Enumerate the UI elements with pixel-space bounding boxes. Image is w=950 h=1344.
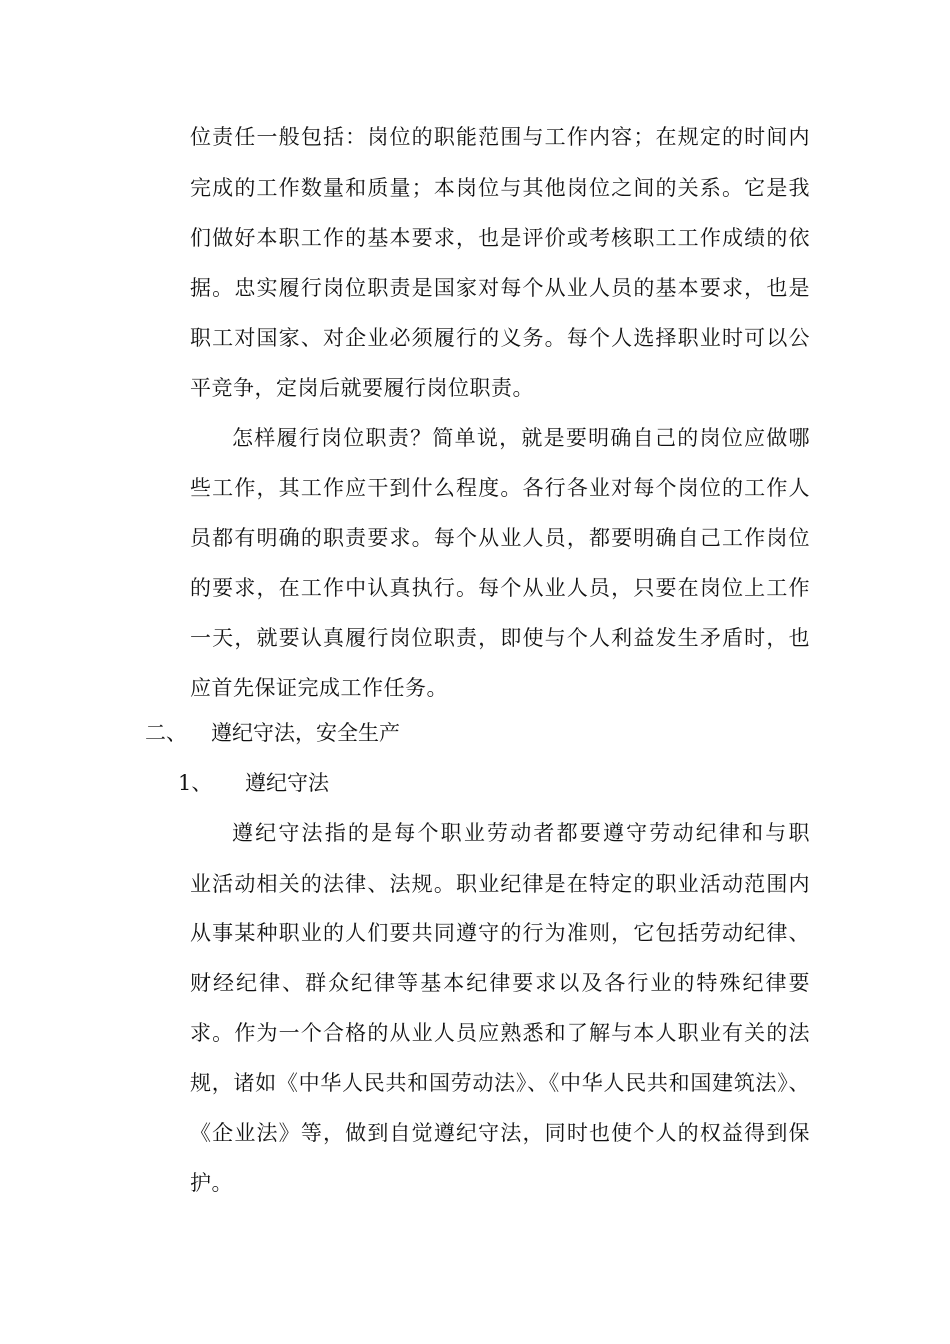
paragraph-3-line: 遵纪守法指的是每个职业劳动者都要遵守劳动纪律和与职 <box>232 821 810 845</box>
paragraph-1-line: 们做好本职工作的基本要求，也是评价或考核职工工作成绩的依 <box>190 226 810 250</box>
paragraph-1-line: 完成的工作数量和质量；本岗位与其他岗位之间的关系。它是我 <box>190 176 810 200</box>
paragraph-2-line: 些工作，其工作应干到什么程度。各行各业对每个岗位的工作人 <box>190 476 810 500</box>
paragraph-3-line: 财经纪律、群众纪律等基本纪律要求以及各行业的特殊纪律要 <box>190 971 810 995</box>
section-2-title: 遵纪守法，安全生产 <box>211 721 400 745</box>
subsection-1-number: 1、 <box>178 771 213 795</box>
paragraph-2-line: 怎样履行岗位职责？简单说，就是要明确自己的岗位应做哪 <box>232 426 810 450</box>
subsection-1-title: 遵纪守法 <box>245 771 329 795</box>
paragraph-3-line: 求。作为一个合格的从业人员应熟悉和了解与本人职业有关的法 <box>190 1021 810 1045</box>
paragraph-2-line: 应首先保证完成工作任务。 <box>190 676 448 700</box>
paragraph-3-line: 从事某种职业的人们要共同遵守的行为准则，它包括劳动纪律、 <box>190 921 810 945</box>
paragraph-3-line: 护。 <box>190 1171 233 1195</box>
paragraph-1-line: 据。忠实履行岗位职责是国家对每个从业人员的基本要求，也是 <box>190 276 810 300</box>
paragraph-1-line: 位责任一般包括：岗位的职能范围与工作内容；在规定的时间内 <box>190 125 810 149</box>
paragraph-3-line: 《企业法》等，做到自觉遵纪守法，同时也使个人的权益得到保 <box>190 1121 810 1145</box>
paragraph-3-line: 业活动相关的法律、法规。职业纪律是在特定的职业活动范围内 <box>190 872 810 896</box>
paragraph-3-line: 规，诸如《中华人民共和国劳动法》、《中华人民共和国建筑法》、 <box>190 1071 810 1095</box>
paragraph-2-line: 员都有明确的职责要求。每个从业人员，都要明确自己工作岗位 <box>190 526 810 550</box>
paragraph-2-line: 一天，就要认真履行岗位职责，即使与个人利益发生矛盾时，也 <box>190 626 810 650</box>
paragraph-1-line: 职工对国家、对企业必须履行的义务。每个人选择职业时可以公 <box>190 326 810 350</box>
paragraph-2-line: 的要求，在工作中认真执行。每个从业人员，只要在岗位上工作 <box>190 576 810 600</box>
paragraph-1-line: 平竞争，定岗后就要履行岗位职责。 <box>190 376 534 400</box>
section-2-number: 二、 <box>145 721 187 745</box>
